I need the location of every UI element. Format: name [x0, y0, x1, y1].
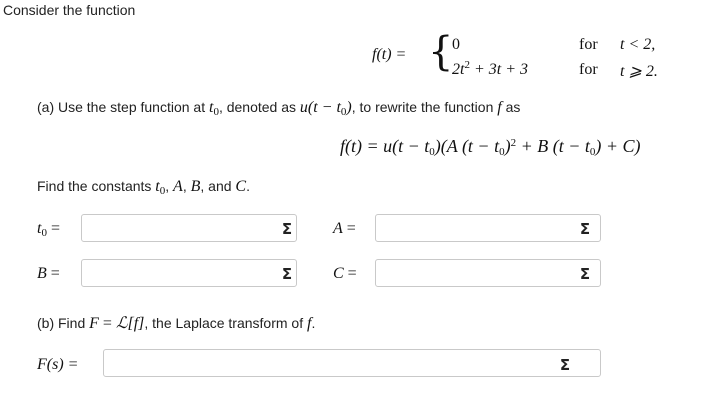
part-b-instructions: (b) Find F = ℒ[f], the Laplace transform of f.: [37, 315, 316, 332]
B-label: B =: [37, 265, 60, 282]
left-brace-icon: {: [428, 29, 454, 75]
t0-label: t0 =: [37, 220, 60, 239]
t0-input[interactable]: [81, 214, 297, 242]
case2-for-word: for: [579, 61, 598, 78]
find-constants-text: Find the constants $t_0$, A, B, and C.: [37, 178, 250, 197]
Fs-label: F(s) =: [37, 356, 79, 373]
piecewise-lhs: f(t) =: [372, 46, 407, 63]
case1-for-word: for: [579, 36, 598, 53]
intro-text: Consider the function: [3, 2, 136, 18]
case1-expression: 0: [452, 36, 460, 53]
C-input[interactable]: [375, 259, 601, 287]
Fs-sigma-icon[interactable]: Σ: [559, 356, 571, 374]
A-input[interactable]: [375, 214, 601, 242]
step-function-formula: f(t) = u(t − t0)(A $(t - t0)^2 + B$ (t − t0) + C): [340, 136, 641, 158]
B-sigma-icon[interactable]: Σ: [281, 265, 293, 283]
C-sigma-icon[interactable]: Σ: [579, 265, 591, 283]
part-a-instructions: (a) Use the step function at $t_0$, denoted as $u(t - t_0)$, to rewrite the function f as: [37, 99, 521, 118]
t0-sigma-icon[interactable]: Σ: [281, 220, 293, 238]
C-label: C =: [333, 265, 357, 282]
case2-expression: $2t^2 + 3t + 3$: [452, 59, 528, 78]
A-label: A =: [333, 220, 356, 237]
A-sigma-icon[interactable]: Σ: [579, 220, 591, 238]
case1-condition: t < 2,: [620, 36, 656, 53]
laplace-transform-input[interactable]: [103, 349, 601, 377]
case2-condition: t ⩾ 2.: [620, 63, 658, 80]
B-input[interactable]: [81, 259, 297, 287]
